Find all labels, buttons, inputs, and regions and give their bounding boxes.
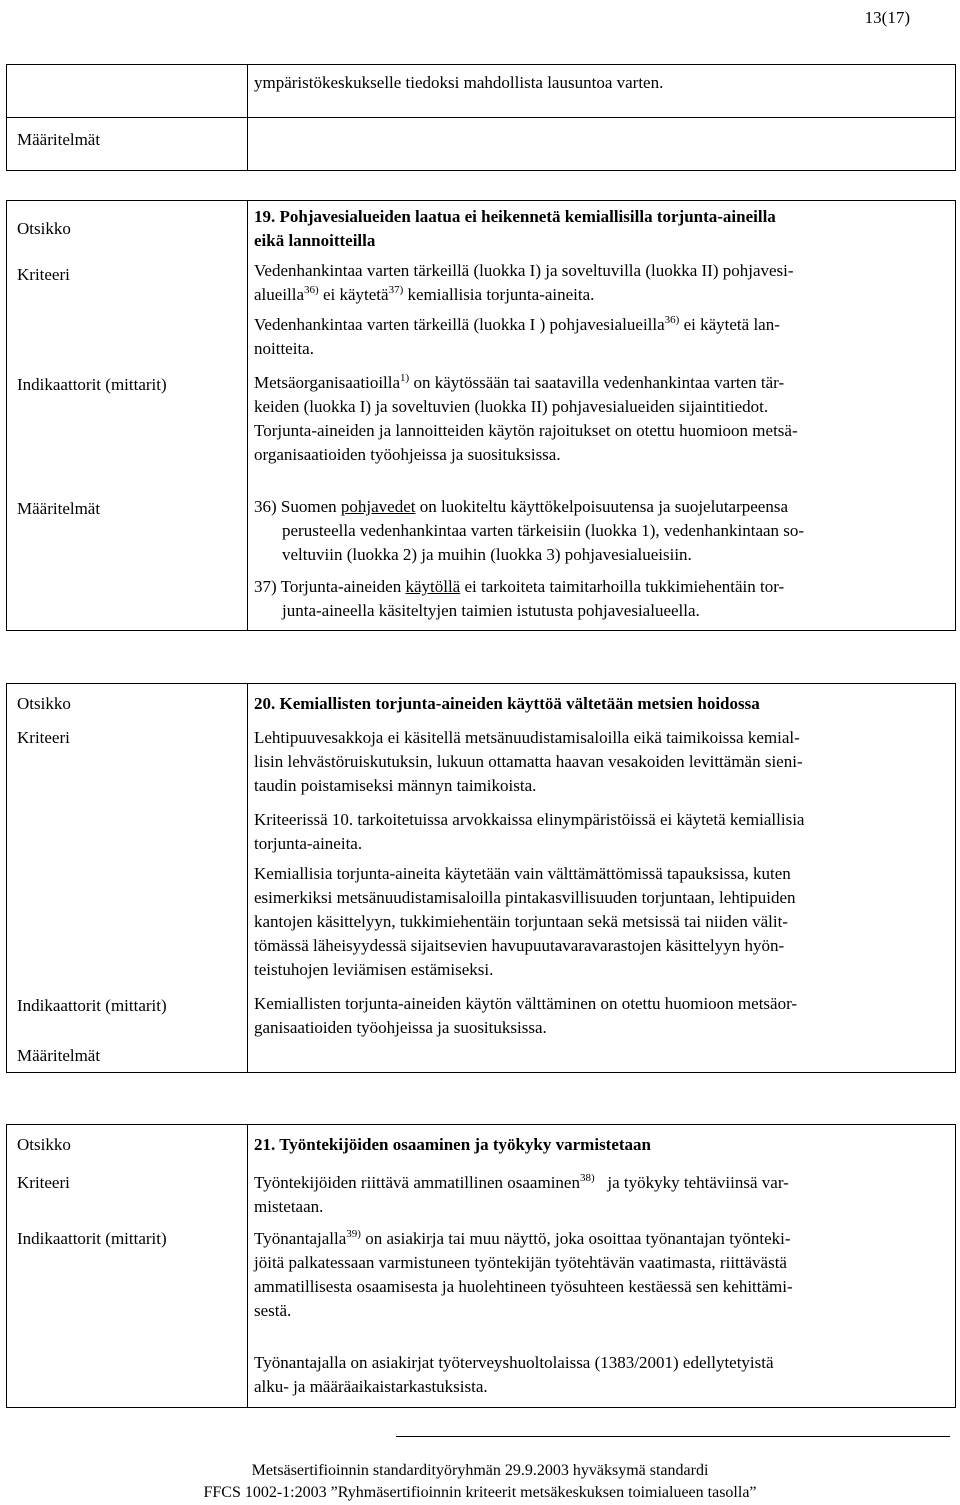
text-span: Työnantajalla <box>254 1229 347 1248</box>
labels-column <box>7 1125 248 1408</box>
text-line: Kemiallisten torjunta-aineiden käytön välttäminen on otettu huomioon metsäor- <box>254 994 798 1013</box>
text-line <box>254 283 947 307</box>
text-line: noitteita. <box>254 339 314 358</box>
text-span: ja työkyky tehtäviinsä var- <box>607 1173 789 1192</box>
text-span: ei tarkoiteta taimitarhoilla tukkimiehentäin tor- <box>464 577 785 596</box>
footnote-ref: 36) <box>304 284 319 296</box>
underlined-term: käytöllä <box>405 577 461 596</box>
footer-line-1: Metsäsertifioinnin standardityöryhmän 29.9.2003 hyväksymä standardi <box>251 1462 709 1479</box>
text-span: Metsäorganisaatioilla <box>254 373 401 392</box>
indikaattori-paragraph-1 <box>254 1227 947 1323</box>
criterion-title-20: 20. Kemiallisten torjunta-aineiden käyttöä vältetään metsien hoidossa <box>254 694 760 713</box>
text-span: kemiallisia torjunta-aineita. <box>407 285 595 304</box>
page-number: 13(17) <box>864 8 910 27</box>
text-line <box>254 313 947 337</box>
label-cell-empty <box>7 65 248 118</box>
text-span: on luokiteltu käyttökelpoisuutensa ja suojelutarpeensa <box>419 497 788 516</box>
text-line: teistuhojen leviämisen estämiseksi. <box>254 960 494 979</box>
label-otsikko: Otsikko <box>17 219 71 238</box>
text-line: Kriteerissä 10. tarkoitetuissa arvokkaissa elinympäristöissä ei käytetä kemiallisia <box>254 810 805 829</box>
text-span: Työntekijöiden riittävä ammatillinen osaaminen <box>254 1173 580 1192</box>
footnote-ref: 38) <box>579 1172 595 1184</box>
text-line <box>254 371 947 395</box>
footer-line-2: FFCS 1002-1:2003 ”Ryhmäsertifioinnin kriteerit metsäkeskuksen toimialueen tasolla” <box>203 1484 757 1501</box>
content-column <box>248 201 956 631</box>
text-span: veltuviin (luokka 2) ja muihin (luokka 3) pohjavesialueisiin. <box>282 545 692 564</box>
text-span: ei käytetä <box>322 285 389 304</box>
text-line: alku- ja määräaikaistarkastuksista. <box>254 1377 488 1396</box>
footnote-ref: 36) <box>664 314 680 326</box>
text-line: esimerkiksi metsänuudistamisaloilla pintakasvillisuuden torjuntaan, lehtipuiden <box>254 888 796 907</box>
text-line: Työnantajalla on asiakirjat työterveyshuoltolaissa (1383/2001) edellytetyistä <box>254 1353 774 1372</box>
label-kriteeri: Kriteeri <box>17 728 70 747</box>
text-span: Vedenhankintaa varten tärkeillä (luokka I ) pohjavesialueilla <box>254 315 665 334</box>
text-line: mistetaan. <box>254 1197 324 1216</box>
text-line: jöitä palkatessaan varmistuneen työntekijän työtehtävän vaatimasta, riittävästä <box>254 1253 787 1272</box>
definition-37 <box>254 575 947 623</box>
text-line: organisaatioiden työohjeissa ja suosituksissa. <box>254 445 561 464</box>
label-maaritelmat: Määritelmät <box>17 130 101 149</box>
text-line: keiden (luokka I) ja soveltuvien (luokka II) pohjavesialueiden sijaintitiedot. <box>254 397 769 416</box>
text-line: ganisaatioiden työohjeissa ja suosituksissa. <box>254 1018 547 1037</box>
label-kriteeri: Kriteeri <box>17 265 70 284</box>
label-indikaattorit: Indikaattorit (mittarit) <box>17 1229 167 1248</box>
footnote-ref: 1) <box>400 372 410 384</box>
footnote-number: 37) <box>254 577 277 596</box>
footnote-ref: 39) <box>346 1228 361 1240</box>
text-line: kantojen käsittelyyn, tukkimiehentäin torjuntaan sekä metsissä tai niiden välit- <box>254 912 788 931</box>
label-maaritelmat: Määritelmät <box>17 1046 101 1065</box>
text-line: sestä. <box>254 1301 292 1320</box>
text-line <box>254 1171 947 1195</box>
kriteeri-paragraph-2 <box>254 313 947 361</box>
footnote-number: 36) <box>254 497 277 516</box>
underlined-term: pohjavedet <box>340 497 416 516</box>
indikaattori-paragraph-1 <box>254 371 947 467</box>
text-line: lisin lehvästöruiskutuksin, lukuun ottamatta haavan vesakoiden levittämän sieni- <box>254 752 803 771</box>
text-line: ammatillisesta osaamisesta ja huolehtineen työsuhteen kestäessä sen kehittämi- <box>254 1277 793 1296</box>
continuation-text: ympäristökeskukselle tiedoksi mahdollista lausuntoa varten. <box>254 73 664 92</box>
content-column <box>248 1125 956 1408</box>
text-span: junta-aineella käsiteltyjen taimien istutusta pohjavesialueella. <box>282 601 700 620</box>
text-line: Kemiallisia torjunta-aineita käytetään vain välttämättömissä tapauksissa, kuten <box>254 864 791 883</box>
text-line: Lehtipuuvesakkoja ei käsitellä metsänuudistamisaloilla eikä taimikoissa kemial- <box>254 728 800 747</box>
content-cell-empty <box>248 118 956 171</box>
text-line: taudin poistamiseksi männyn taimikoista. <box>254 776 537 795</box>
text-line: torjunta-aineita. <box>254 834 363 853</box>
content-column <box>248 684 956 1073</box>
title-line: 19. Pohjavesialueiden laatua ei heikennetä kemiallisilla torjunta-aineilla <box>254 207 776 226</box>
text-line: Torjunta-aineiden ja lannoitteiden käytön rajoitukset on otettu huomioon metsä- <box>254 421 798 440</box>
kriteeri-paragraph-3 <box>254 862 947 982</box>
text-line: tömässä läheisyydessä sijaitsevien havupuutavaravarastojen käsittelyyn hyön- <box>254 936 785 955</box>
label-kriteeri: Kriteeri <box>17 1173 70 1192</box>
title-line: eikä lannoitteilla <box>254 231 376 250</box>
criteria-table-21 <box>6 1124 956 1408</box>
criteria-table-20 <box>6 683 956 1073</box>
text-span: alueilla <box>254 285 305 304</box>
text-span: on asiakirja tai muu näyttö, joka osoittaa työnantajan työnteki- <box>365 1229 791 1248</box>
footer-divider <box>396 1436 950 1437</box>
text-span: ei käytetä lan- <box>683 315 780 334</box>
criterion-title-19 <box>254 205 947 253</box>
label-indikaattorit: Indikaattorit (mittarit) <box>17 996 167 1015</box>
indikaattori-paragraph <box>254 992 947 1040</box>
text-span: Suomen <box>280 497 337 516</box>
text-span: on käytössään tai saatavilla vedenhankintaa varten tär- <box>413 373 785 392</box>
labels-column <box>7 684 248 1073</box>
label-otsikko: Otsikko <box>17 1135 71 1154</box>
text-span: perusteella vedenhankintaa varten tärkeisiin (luokka 1), vedenhankintaan so- <box>282 521 805 540</box>
footnote-ref: 37) <box>388 284 404 296</box>
kriteeri-paragraph <box>254 1171 947 1219</box>
label-cell <box>7 118 248 171</box>
text-line: Vedenhankintaa varten tärkeillä (luokka I) ja soveltuvilla (luokka II) pohjavesi- <box>254 261 794 280</box>
text-line <box>254 1227 947 1251</box>
label-otsikko: Otsikko <box>17 694 71 713</box>
content-cell <box>248 65 956 118</box>
indikaattori-paragraph-2 <box>254 1351 947 1399</box>
labels-column <box>7 201 248 631</box>
kriteeri-paragraph-1 <box>254 726 947 798</box>
definition-36 <box>254 495 947 567</box>
label-indikaattorit: Indikaattorit (mittarit) <box>17 375 167 394</box>
text-span: Torjunta-aineiden <box>280 577 402 596</box>
kriteeri-paragraph-1 <box>254 259 947 307</box>
criteria-table-19 <box>6 200 956 631</box>
criterion-title-21: 21. Työntekijöiden osaaminen ja työkyky varmistetaan <box>254 1135 652 1154</box>
label-maaritelmat: Määritelmät <box>17 499 101 518</box>
kriteeri-paragraph-2 <box>254 808 947 856</box>
criteria-table-continuation <box>6 64 956 171</box>
